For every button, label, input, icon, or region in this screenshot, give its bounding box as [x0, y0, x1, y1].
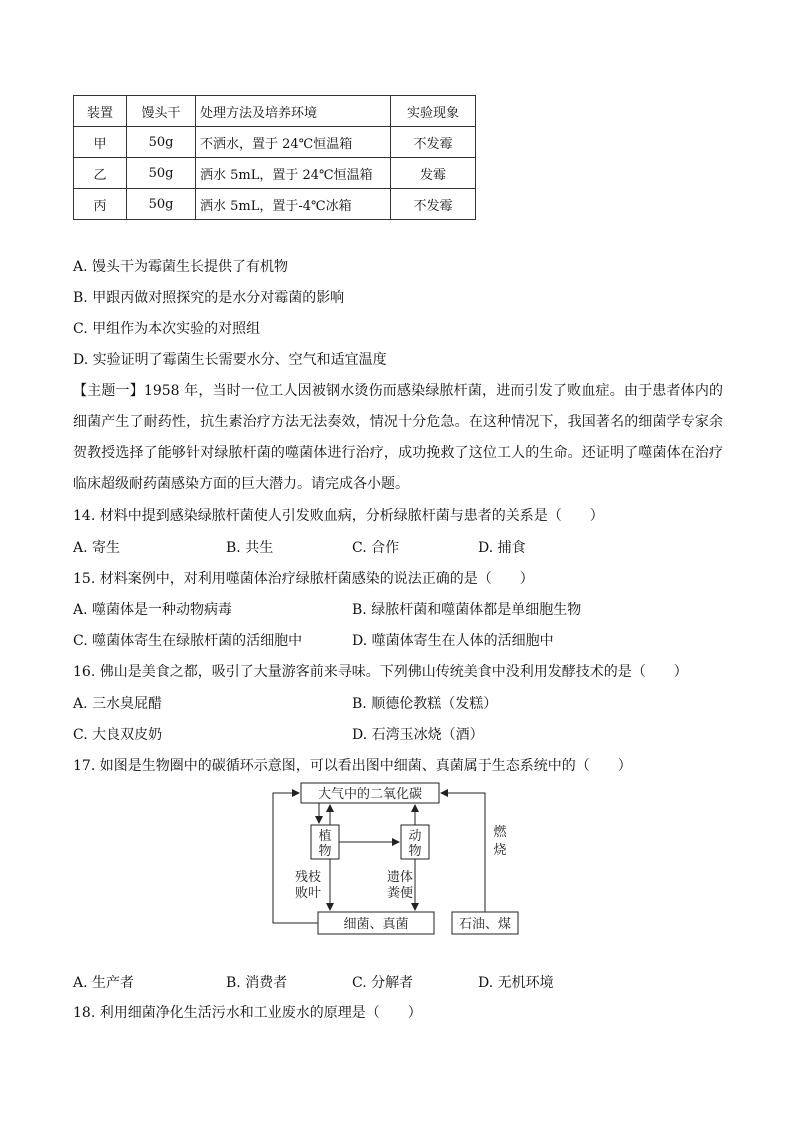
- burn-label: 燃: [493, 825, 507, 840]
- q13-option-b: B. 甲跟丙做对照探究的是水分对霉菌的影响: [73, 290, 345, 306]
- theme-paragraph: 【主题一】1958 年，当时一位工人因被钢水烫伤而感染绿脓杆菌，进而引发了败血症。由于患者体内的细菌产生了耐药性，抗生素治疗方法无法奏效，情况十分危急。在这种情况下，我国著名的细菌学专家余贺教授选择了能够针对绿脓杆菌的噬菌体进行治疗，成功挽救了这位工人的生命。还证明了噬菌体在治疗临床超级耐药菌感染方面的巨大潜力。请完成各小题。: [73, 383, 723, 492]
- plant-label: 物: [318, 844, 332, 859]
- q14-option-c: C. 合作: [352, 540, 400, 556]
- litter-label: 残枝: [294, 870, 322, 885]
- q18-stem: 18. 利用细菌净化生活污水和工业废水的原理是（ ）: [73, 1005, 422, 1021]
- q16-option-c: C. 大良双皮奶: [73, 727, 163, 743]
- remains-label: 粪便: [386, 886, 414, 901]
- q17-option-d: D. 无机环境: [478, 975, 554, 991]
- table-cell: 丙: [74, 189, 127, 220]
- table-header: 装置: [74, 96, 127, 127]
- table-cell: 甲: [74, 127, 127, 158]
- q14-option-d: D. 捕食: [478, 540, 526, 556]
- burn-label: 烧: [493, 843, 507, 858]
- table-cell: 洒水 5mL，置于 24℃恒温箱: [196, 158, 391, 189]
- table-cell: 50g: [127, 158, 196, 189]
- q14-option-b: B. 共生: [226, 540, 274, 556]
- fossil-label: 石油、煤: [458, 917, 512, 932]
- table-header-row: [74, 96, 476, 127]
- q17-option-a: A. 生产者: [73, 975, 135, 991]
- table-cell: 洒水 5mL，置于-4℃冰箱: [196, 189, 391, 220]
- carbon-cycle-diagram: [268, 780, 524, 938]
- q14-stem: 14. 材料中提到感染绿脓杆菌使人引发败血病，分析绿脓杆菌与患者的关系是（ ）: [73, 508, 604, 524]
- q13-option-d: D. 实验证明了霉菌生长需要水分、空气和适宜温度: [73, 352, 387, 368]
- q16-stem: 16. 佛山是美食之都，吸引了大量游客前来寻味。下列佛山传统美食中没利用发酵技术的是（ ）: [73, 664, 688, 680]
- q15-option-a: A. 噬菌体是一种动物病毒: [73, 602, 233, 618]
- q17-option-c: C. 分解者: [352, 975, 414, 991]
- arrow-fossil-to-co2: [441, 793, 485, 912]
- table-header: 处理方法及培养环境: [196, 96, 391, 127]
- q17-stem: 17. 如图是生物圈中的碳循环示意图，可以看出图中细菌、真菌属于生态系统中的（ ）: [73, 758, 632, 774]
- q13-option-a: A. 馒头干为霉菌生长提供了有机物: [73, 259, 289, 275]
- table-cell: 不发霉: [391, 189, 476, 220]
- remains-label: 遗体: [386, 870, 414, 885]
- q16-option-a: A. 三水臭屁醋: [73, 696, 163, 712]
- table-cell: 50g: [127, 127, 196, 158]
- table-cell: 不洒水，置于 24℃恒温箱: [196, 127, 391, 158]
- experiment-table: [73, 95, 476, 220]
- table-row: [74, 127, 476, 158]
- table-cell: 50g: [127, 189, 196, 220]
- co2-label: 大气中的二氧化碳: [317, 787, 423, 802]
- plant-label: 植: [318, 829, 332, 844]
- q13-option-c: C. 甲组作为本次实验的对照组: [73, 321, 261, 337]
- q15-option-d: D. 噬菌体寄生在人体的活细胞中: [352, 633, 554, 649]
- table-cell: 不发霉: [391, 127, 476, 158]
- table-cell: 发霉: [391, 158, 476, 189]
- q15-stem: 15. 材料案例中，对利用噬菌体治疗绿脓杆菌感染的说法正确的是（ ）: [73, 571, 534, 587]
- q16-option-d: D. 石湾玉冰烧（酒）: [352, 727, 484, 743]
- decomposer-label: 细菌、真菌: [343, 917, 409, 932]
- table-cell: 乙: [74, 158, 127, 189]
- q16-option-b: B. 顺德伦教糕（发糕）: [352, 696, 498, 712]
- table-header: 馒头干: [127, 96, 196, 127]
- q15-option-b: B. 绿脓杆菌和噬菌体都是单细胞生物: [352, 602, 582, 618]
- animal-label: 物: [408, 844, 422, 859]
- litter-label: 败叶: [294, 886, 322, 901]
- q15-option-c: C. 噬菌体寄生在绿脓杆菌的活细胞中: [73, 633, 303, 649]
- q17-option-b: B. 消费者: [226, 975, 288, 991]
- table-row: [74, 189, 476, 220]
- table-header: 实验现象: [391, 96, 476, 127]
- animal-label: 动: [408, 829, 422, 844]
- q14-option-a: A. 寄生: [73, 540, 121, 556]
- table-row: [74, 158, 476, 189]
